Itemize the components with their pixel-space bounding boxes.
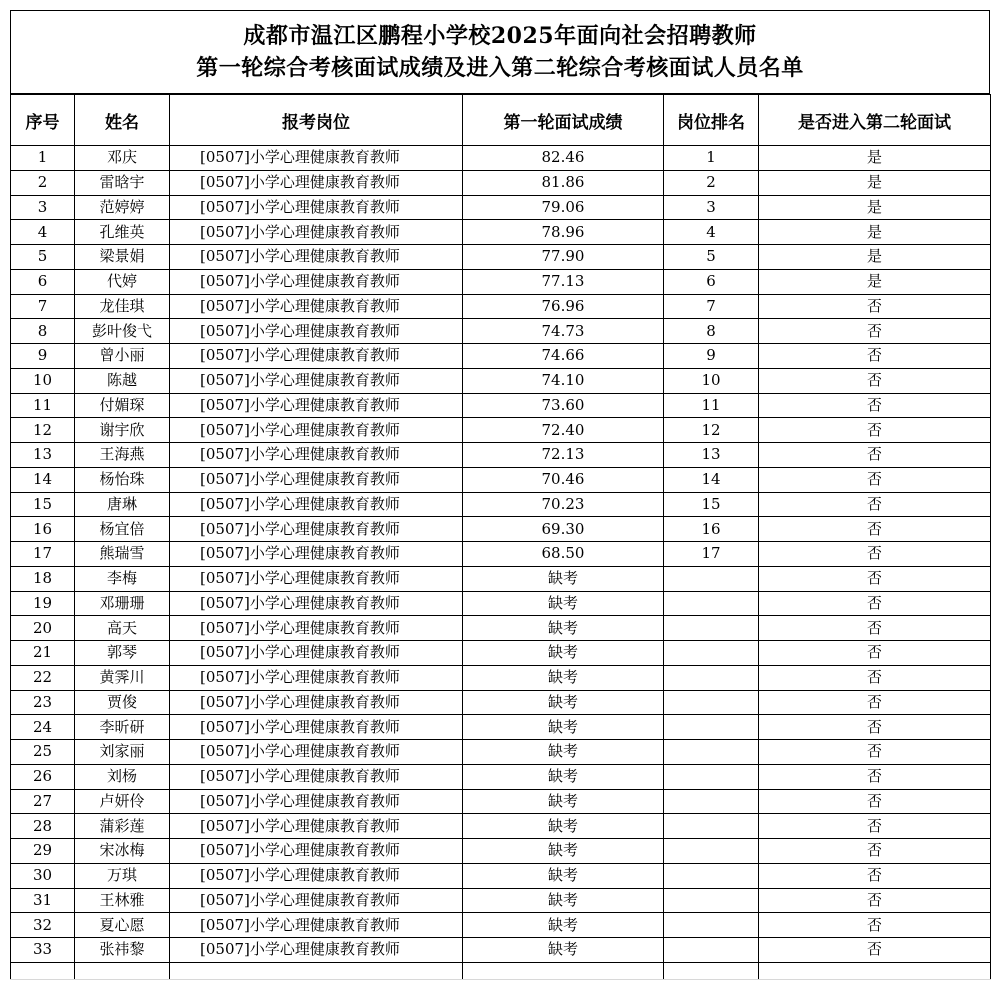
cell-advance: 是 <box>759 220 991 245</box>
table-row <box>11 220 991 245</box>
cell-position: [0507]小学心理健康教育教师 <box>170 566 463 591</box>
cell-advance: 否 <box>759 888 991 913</box>
cell-score: 缺考 <box>463 665 664 690</box>
table-row <box>11 368 991 393</box>
cell-advance: 否 <box>759 665 991 690</box>
cell-rank: 11 <box>664 393 759 418</box>
cell-position: [0507]小学心理健康教育教师 <box>170 938 463 963</box>
cell-advance: 否 <box>759 715 991 740</box>
cell-position: [0507]小学心理健康教育教师 <box>170 517 463 542</box>
cell-name: 高天 <box>75 616 170 641</box>
cell-position: [0507]小学心理健康教育教师 <box>170 542 463 567</box>
cell-rank: 8 <box>664 319 759 344</box>
cell-name: 贾俊 <box>75 690 170 715</box>
cell-score: 缺考 <box>463 566 664 591</box>
cell-name: 范婷婷 <box>75 195 170 220</box>
cell-name: 黄霁川 <box>75 665 170 690</box>
cell-seq: 15 <box>11 492 75 517</box>
header-name: 姓名 <box>75 95 170 146</box>
cell-name: 雷晗宇 <box>75 170 170 195</box>
table-row <box>11 764 991 789</box>
cell-score: 缺考 <box>463 740 664 765</box>
cell-name: 杨怡珠 <box>75 467 170 492</box>
table-row <box>11 467 991 492</box>
cell-position: [0507]小学心理健康教育教师 <box>170 740 463 765</box>
cell-name: 刘家丽 <box>75 740 170 765</box>
cell-advance: 否 <box>759 368 991 393</box>
cell-rank <box>664 591 759 616</box>
table-row <box>11 839 991 864</box>
cell-seq: 18 <box>11 566 75 591</box>
cell-rank <box>664 913 759 938</box>
cell-advance: 否 <box>759 492 991 517</box>
cell-seq: 16 <box>11 517 75 542</box>
cell-score: 74.73 <box>463 319 664 344</box>
empty-cell <box>170 962 463 979</box>
cell-score: 74.10 <box>463 368 664 393</box>
table-row <box>11 393 991 418</box>
cell-score: 82.46 <box>463 146 664 171</box>
title-line-1: 成都市温江区鹏程小学校2025年面向社会招聘教师 <box>243 23 757 49</box>
cell-rank: 16 <box>664 517 759 542</box>
header-advance: 是否进入第二轮面试 <box>759 95 991 146</box>
cell-score: 缺考 <box>463 764 664 789</box>
cell-score: 缺考 <box>463 863 664 888</box>
cell-name: 李梅 <box>75 566 170 591</box>
table-row <box>11 938 991 963</box>
cell-seq: 25 <box>11 740 75 765</box>
cell-position: [0507]小学心理健康教育教师 <box>170 591 463 616</box>
cell-position: [0507]小学心理健康教育教师 <box>170 393 463 418</box>
cell-score: 72.13 <box>463 443 664 468</box>
cell-advance: 否 <box>759 814 991 839</box>
results-sheet <box>10 10 990 980</box>
cell-advance: 否 <box>759 789 991 814</box>
cell-position: [0507]小学心理健康教育教师 <box>170 913 463 938</box>
table-row <box>11 814 991 839</box>
cell-rank: 10 <box>664 368 759 393</box>
cell-score: 缺考 <box>463 690 664 715</box>
cell-name: 谢宇欣 <box>75 418 170 443</box>
cell-rank <box>664 665 759 690</box>
cell-seq: 3 <box>11 195 75 220</box>
cell-score: 72.40 <box>463 418 664 443</box>
table-row <box>11 591 991 616</box>
cell-advance: 是 <box>759 195 991 220</box>
cell-score: 缺考 <box>463 789 664 814</box>
cell-name: 王林雅 <box>75 888 170 913</box>
cell-advance: 否 <box>759 863 991 888</box>
cell-rank <box>664 764 759 789</box>
cell-position: [0507]小学心理健康教育教师 <box>170 344 463 369</box>
empty-cell <box>11 962 75 979</box>
cell-rank: 4 <box>664 220 759 245</box>
cell-advance: 否 <box>759 467 991 492</box>
cell-seq: 31 <box>11 888 75 913</box>
header-position: 报考岗位 <box>170 95 463 146</box>
cell-rank <box>664 938 759 963</box>
cell-seq: 8 <box>11 319 75 344</box>
cell-name: 张祎黎 <box>75 938 170 963</box>
cell-rank <box>664 863 759 888</box>
cell-position: [0507]小学心理健康教育教师 <box>170 170 463 195</box>
cell-rank: 14 <box>664 467 759 492</box>
cell-position: [0507]小学心理健康教育教师 <box>170 690 463 715</box>
cell-score: 缺考 <box>463 715 664 740</box>
cell-name: 彭叶俊弋 <box>75 319 170 344</box>
cell-rank <box>664 641 759 666</box>
cell-seq: 23 <box>11 690 75 715</box>
cell-position: [0507]小学心理健康教育教师 <box>170 368 463 393</box>
cell-seq: 17 <box>11 542 75 567</box>
cell-name: 卢妍伶 <box>75 789 170 814</box>
cell-name: 郭琴 <box>75 641 170 666</box>
cell-name: 杨宜倍 <box>75 517 170 542</box>
cell-name: 万琪 <box>75 863 170 888</box>
cell-score: 73.60 <box>463 393 664 418</box>
cell-position: [0507]小学心理健康教育教师 <box>170 814 463 839</box>
cell-advance: 否 <box>759 319 991 344</box>
cell-score: 81.86 <box>463 170 664 195</box>
cell-advance: 否 <box>759 393 991 418</box>
cell-seq: 2 <box>11 170 75 195</box>
cell-advance: 是 <box>759 245 991 270</box>
cell-score: 缺考 <box>463 616 664 641</box>
cell-advance: 否 <box>759 566 991 591</box>
title-line-2: 第一轮综合考核面试成绩及进入第二轮综合考核面试人员名单 <box>196 55 804 81</box>
table-row <box>11 170 991 195</box>
cell-name: 刘杨 <box>75 764 170 789</box>
cell-seq: 9 <box>11 344 75 369</box>
results-table <box>10 94 991 980</box>
cell-position: [0507]小学心理健康教育教师 <box>170 220 463 245</box>
cell-score: 缺考 <box>463 591 664 616</box>
table-row <box>11 888 991 913</box>
cell-position: [0507]小学心理健康教育教师 <box>170 715 463 740</box>
cell-position: [0507]小学心理健康教育教师 <box>170 839 463 864</box>
cell-seq: 21 <box>11 641 75 666</box>
table-row <box>11 616 991 641</box>
table-row <box>11 492 991 517</box>
table-row <box>11 913 991 938</box>
table-row <box>11 789 991 814</box>
cell-position: [0507]小学心理健康教育教师 <box>170 294 463 319</box>
cell-rank: 2 <box>664 170 759 195</box>
table-row <box>11 665 991 690</box>
cell-score: 缺考 <box>463 814 664 839</box>
header-score: 第一轮面试成绩 <box>463 95 664 146</box>
cell-rank <box>664 814 759 839</box>
cell-score: 缺考 <box>463 641 664 666</box>
cell-seq: 19 <box>11 591 75 616</box>
cell-score: 68.50 <box>463 542 664 567</box>
header-row <box>11 95 991 146</box>
cell-rank: 5 <box>664 245 759 270</box>
table-row <box>11 740 991 765</box>
cell-name: 代婷 <box>75 269 170 294</box>
table-row <box>11 418 991 443</box>
table-row <box>11 542 991 567</box>
cell-score: 79.06 <box>463 195 664 220</box>
cell-score: 74.66 <box>463 344 664 369</box>
cell-advance: 否 <box>759 616 991 641</box>
table-row <box>11 443 991 468</box>
cell-name: 蒲彩莲 <box>75 814 170 839</box>
header-rank: 岗位排名 <box>664 95 759 146</box>
cell-rank: 1 <box>664 146 759 171</box>
cell-seq: 12 <box>11 418 75 443</box>
cell-position: [0507]小学心理健康教育教师 <box>170 195 463 220</box>
cell-position: [0507]小学心理健康教育教师 <box>170 641 463 666</box>
table-row <box>11 566 991 591</box>
table-row <box>11 863 991 888</box>
cell-rank: 6 <box>664 269 759 294</box>
cell-score: 缺考 <box>463 913 664 938</box>
title-block <box>10 10 990 94</box>
cell-position: [0507]小学心理健康教育教师 <box>170 467 463 492</box>
cell-score: 70.46 <box>463 467 664 492</box>
cell-seq: 27 <box>11 789 75 814</box>
cell-name: 孔维英 <box>75 220 170 245</box>
cell-name: 唐琳 <box>75 492 170 517</box>
cell-score: 76.96 <box>463 294 664 319</box>
table-row <box>11 146 991 171</box>
table-row <box>11 269 991 294</box>
cell-advance: 是 <box>759 170 991 195</box>
cell-advance: 否 <box>759 913 991 938</box>
cell-score: 缺考 <box>463 839 664 864</box>
table-row <box>11 517 991 542</box>
table-padding-row <box>11 962 991 979</box>
cell-rank <box>664 616 759 641</box>
cell-name: 龙佳琪 <box>75 294 170 319</box>
cell-name: 陈越 <box>75 368 170 393</box>
cell-seq: 33 <box>11 938 75 963</box>
cell-advance: 否 <box>759 517 991 542</box>
cell-name: 熊瑞雪 <box>75 542 170 567</box>
table-row <box>11 641 991 666</box>
empty-cell <box>664 962 759 979</box>
cell-seq: 4 <box>11 220 75 245</box>
cell-advance: 否 <box>759 591 991 616</box>
cell-seq: 24 <box>11 715 75 740</box>
cell-rank: 3 <box>664 195 759 220</box>
cell-advance: 否 <box>759 418 991 443</box>
cell-position: [0507]小学心理健康教育教师 <box>170 319 463 344</box>
cell-name: 邓珊珊 <box>75 591 170 616</box>
cell-advance: 否 <box>759 740 991 765</box>
cell-position: [0507]小学心理健康教育教师 <box>170 269 463 294</box>
cell-position: [0507]小学心理健康教育教师 <box>170 888 463 913</box>
empty-cell <box>463 962 664 979</box>
cell-seq: 32 <box>11 913 75 938</box>
cell-name: 夏心愿 <box>75 913 170 938</box>
cell-seq: 6 <box>11 269 75 294</box>
cell-position: [0507]小学心理健康教育教师 <box>170 616 463 641</box>
cell-rank <box>664 566 759 591</box>
cell-seq: 26 <box>11 764 75 789</box>
cell-score: 缺考 <box>463 888 664 913</box>
table-row <box>11 319 991 344</box>
cell-advance: 是 <box>759 146 991 171</box>
cell-rank: 15 <box>664 492 759 517</box>
cell-position: [0507]小学心理健康教育教师 <box>170 418 463 443</box>
cell-seq: 20 <box>11 616 75 641</box>
cell-score: 77.13 <box>463 269 664 294</box>
cell-name: 王海燕 <box>75 443 170 468</box>
cell-rank <box>664 690 759 715</box>
cell-position: [0507]小学心理健康教育教师 <box>170 146 463 171</box>
cell-advance: 是 <box>759 269 991 294</box>
cell-rank: 13 <box>664 443 759 468</box>
cell-position: [0507]小学心理健康教育教师 <box>170 492 463 517</box>
cell-advance: 否 <box>759 839 991 864</box>
cell-rank <box>664 888 759 913</box>
cell-advance: 否 <box>759 542 991 567</box>
cell-rank <box>664 839 759 864</box>
cell-rank <box>664 789 759 814</box>
cell-score: 77.90 <box>463 245 664 270</box>
cell-score: 78.96 <box>463 220 664 245</box>
cell-seq: 7 <box>11 294 75 319</box>
cell-advance: 否 <box>759 443 991 468</box>
cell-rank: 7 <box>664 294 759 319</box>
cell-name: 付媚琛 <box>75 393 170 418</box>
cell-position: [0507]小学心理健康教育教师 <box>170 665 463 690</box>
cell-score: 69.30 <box>463 517 664 542</box>
cell-advance: 否 <box>759 690 991 715</box>
cell-score: 70.23 <box>463 492 664 517</box>
header-seq: 序号 <box>11 95 75 146</box>
cell-name: 曾小丽 <box>75 344 170 369</box>
cell-seq: 11 <box>11 393 75 418</box>
cell-seq: 29 <box>11 839 75 864</box>
cell-seq: 22 <box>11 665 75 690</box>
table-row <box>11 715 991 740</box>
cell-seq: 14 <box>11 467 75 492</box>
cell-rank: 9 <box>664 344 759 369</box>
cell-rank <box>664 715 759 740</box>
table-row <box>11 195 991 220</box>
cell-position: [0507]小学心理健康教育教师 <box>170 245 463 270</box>
table-row <box>11 344 991 369</box>
cell-advance: 否 <box>759 294 991 319</box>
cell-advance: 否 <box>759 764 991 789</box>
cell-rank: 17 <box>664 542 759 567</box>
cell-position: [0507]小学心理健康教育教师 <box>170 443 463 468</box>
table-row <box>11 690 991 715</box>
cell-rank: 12 <box>664 418 759 443</box>
cell-advance: 否 <box>759 938 991 963</box>
cell-rank <box>664 740 759 765</box>
cell-seq: 5 <box>11 245 75 270</box>
cell-seq: 13 <box>11 443 75 468</box>
cell-seq: 1 <box>11 146 75 171</box>
cell-seq: 10 <box>11 368 75 393</box>
cell-advance: 否 <box>759 641 991 666</box>
cell-seq: 28 <box>11 814 75 839</box>
empty-cell <box>759 962 991 979</box>
cell-seq: 30 <box>11 863 75 888</box>
cell-name: 梁景娟 <box>75 245 170 270</box>
cell-position: [0507]小学心理健康教育教师 <box>170 863 463 888</box>
cell-name: 邓庆 <box>75 146 170 171</box>
cell-score: 缺考 <box>463 938 664 963</box>
cell-position: [0507]小学心理健康教育教师 <box>170 789 463 814</box>
cell-position: [0507]小学心理健康教育教师 <box>170 764 463 789</box>
cell-advance: 否 <box>759 344 991 369</box>
cell-name: 李昕研 <box>75 715 170 740</box>
table-row <box>11 245 991 270</box>
cell-name: 宋冰梅 <box>75 839 170 864</box>
table-row <box>11 294 991 319</box>
empty-cell <box>75 962 170 979</box>
